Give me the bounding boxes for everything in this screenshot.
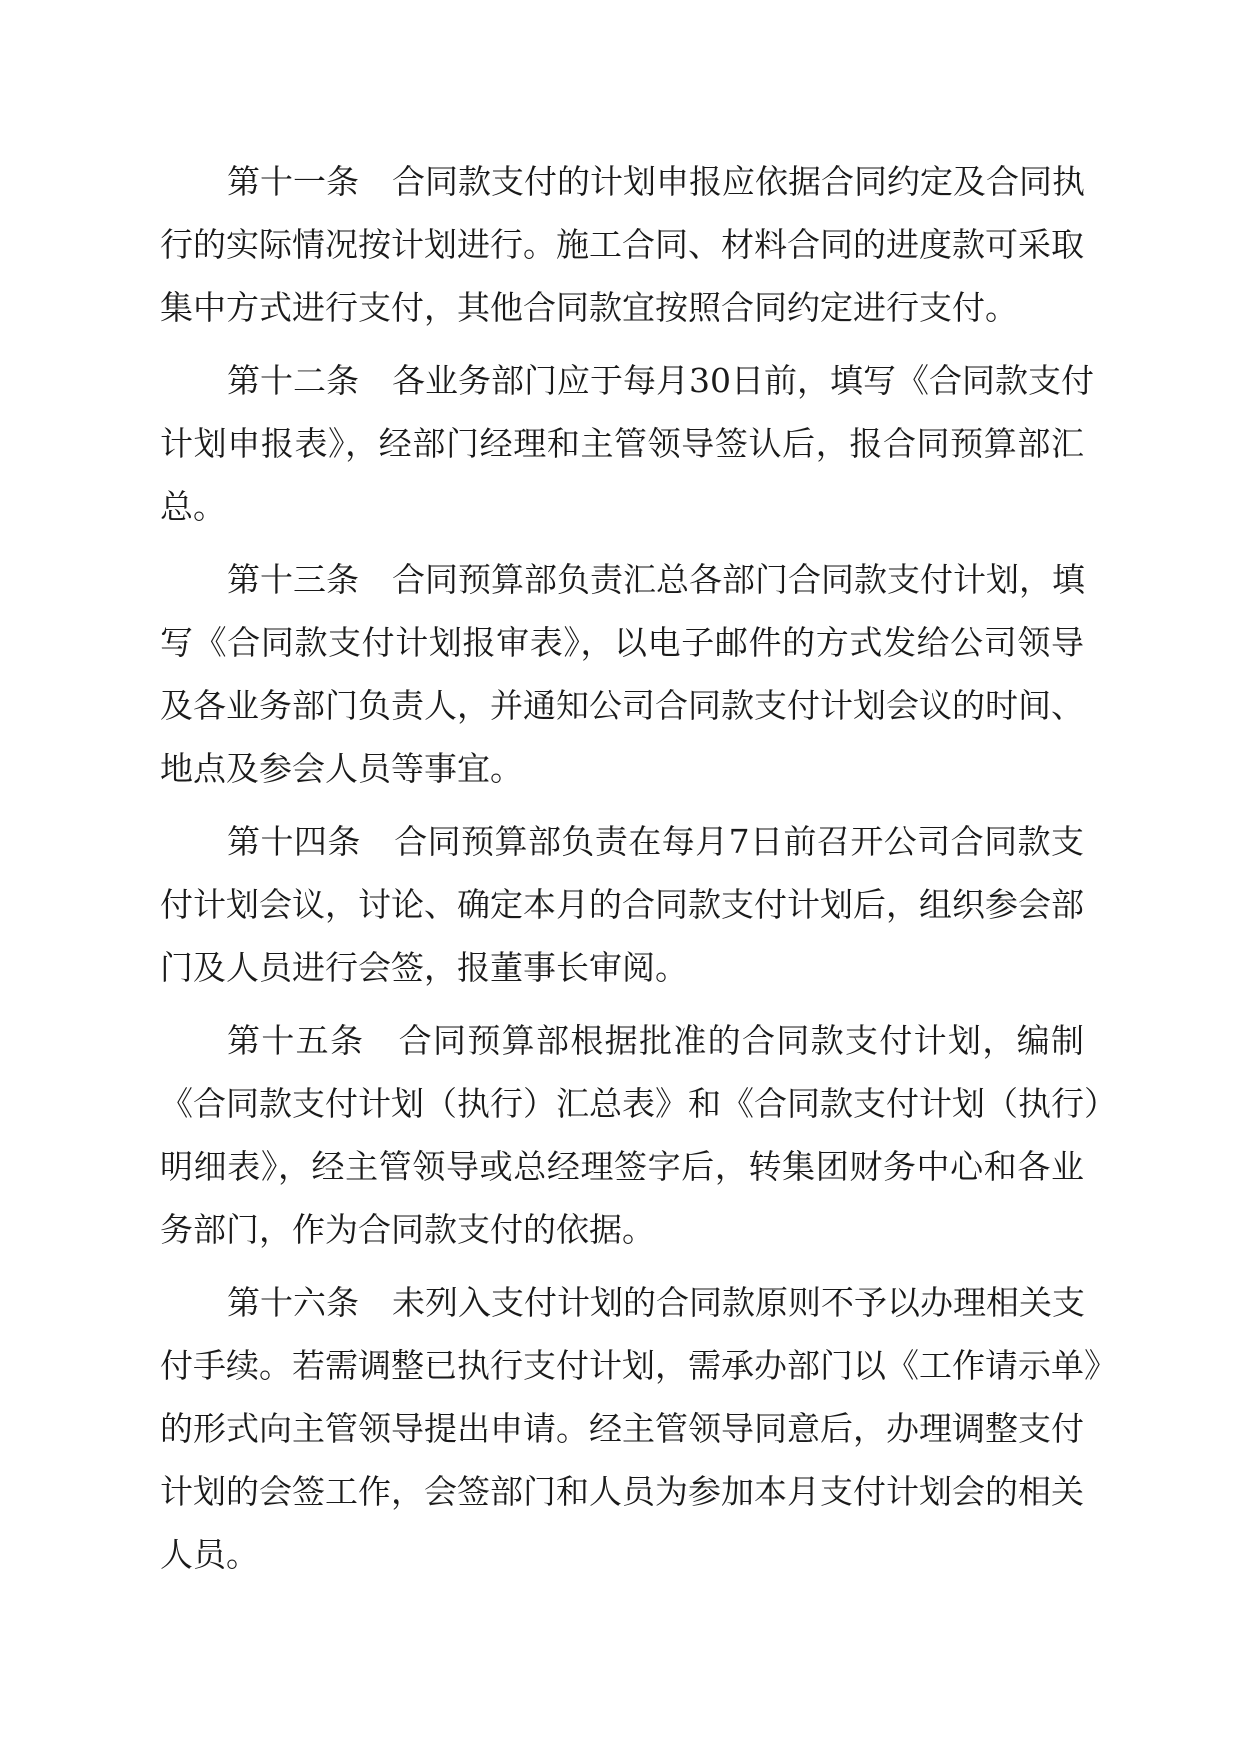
text-line: 务部门，作为合同款支付的依据。 — [160, 1210, 655, 1249]
text-line: 第十三条 合同预算部负责汇总各部门合同款支付计划，填 — [227, 560, 1085, 599]
text-line: 付手续。若需调整已执行支付计划，需承办部门以《工作请示单》 — [160, 1346, 1117, 1385]
text-line: 行的实际情况按计划进行。施工合同、材料合同的进度款可采取 — [160, 225, 1084, 264]
text-line: 集中方式进行支付，其他合同款宜按照合同约定进行支付。 — [160, 288, 1018, 327]
text-line: 门及人员进行会签，报董事长审阅。 — [160, 948, 688, 987]
text-line: 付计划会议，讨论、确定本月的合同款支付计划后，组织参会部 — [160, 885, 1084, 924]
article-15 — [160, 1009, 1117, 1261]
text-line: 第十一条 合同款支付的计划申报应依据合同约定及合同执 — [227, 162, 1085, 201]
article-11 — [160, 150, 1084, 339]
article-16 — [160, 1271, 1117, 1586]
text-line: 第十五条 合同预算部根据批准的合同款支付计划，编制 — [227, 1021, 1084, 1060]
article-14 — [160, 810, 1084, 999]
text-line: 总。 — [160, 487, 226, 526]
article-13 — [160, 548, 1084, 800]
article-12 — [160, 349, 1094, 538]
text-line: 《合同款支付计划（执行）汇总表》和《合同款支付计划（执行） — [160, 1084, 1117, 1123]
text-line: 人员。 — [160, 1535, 259, 1574]
text-line: 计划的会签工作，会签部门和人员为参加本月支付计划会的相关 — [160, 1472, 1084, 1511]
text-line: 地点及参会人员等事宜。 — [160, 749, 523, 788]
text-line: 计划申报表》，经部门经理和主管领导签认后，报合同预算部汇 — [160, 424, 1084, 463]
text-line: 第十二条 各业务部门应于每月30日前，填写《合同款支付 — [227, 361, 1094, 400]
text-line: 第十四条 合同预算部负责在每月7日前召开公司合同款支 — [227, 822, 1084, 861]
text-line: 明细表》，经主管领导或总经理签字后，转集团财务中心和各业 — [160, 1147, 1084, 1186]
text-line: 第十六条 未列入支付计划的合同款原则不予以办理相关支 — [227, 1283, 1085, 1322]
document-body — [160, 150, 1117, 1596]
text-line: 及各业务部门负责人，并通知公司合同款支付计划会议的时间、 — [160, 686, 1084, 725]
text-line: 写《合同款支付计划报审表》，以电子邮件的方式发给公司领导 — [160, 623, 1084, 662]
text-line: 的形式向主管领导提出申请。经主管领导同意后，办理调整支付 — [160, 1409, 1084, 1448]
